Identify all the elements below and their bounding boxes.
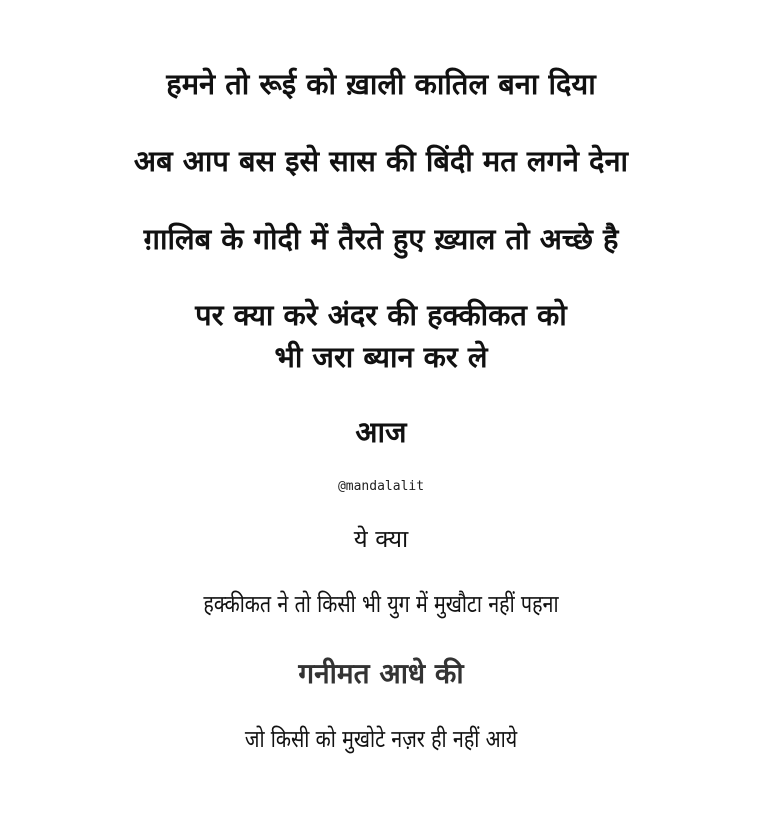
poem-line-2: अब आप बस इसे सास की बिंदी मत लगने देना [133, 144, 629, 178]
poem-line-4b: भी जरा ब्यान कर ले [274, 340, 488, 374]
poem-line-8: गनीमत आधे की [298, 657, 464, 690]
poem-line-6: ये क्या [353, 525, 409, 553]
poem-line-7: हक्कीकत ने तो किसी भी युग में मुखौटा नहीं पहना [203, 590, 559, 618]
poem-line-9: जो किसी को मुखोटे नज़र ही नहीं आये [244, 725, 518, 753]
poem-line-4 [0, 294, 762, 378]
poem-line-5: आज [355, 415, 407, 449]
poem-line-1: हमने तो रूई को ख़ाली कातिल बना दिया [166, 67, 596, 101]
poem-line-3: ग़ालिब के गोदी में तैरते हुए ख़्याल तो अच्छे है [143, 222, 619, 256]
poem-line-4a: पर क्या करे अंदर की हक्कीकत को [195, 298, 567, 332]
author-handle: @mandalalit [337, 479, 425, 494]
